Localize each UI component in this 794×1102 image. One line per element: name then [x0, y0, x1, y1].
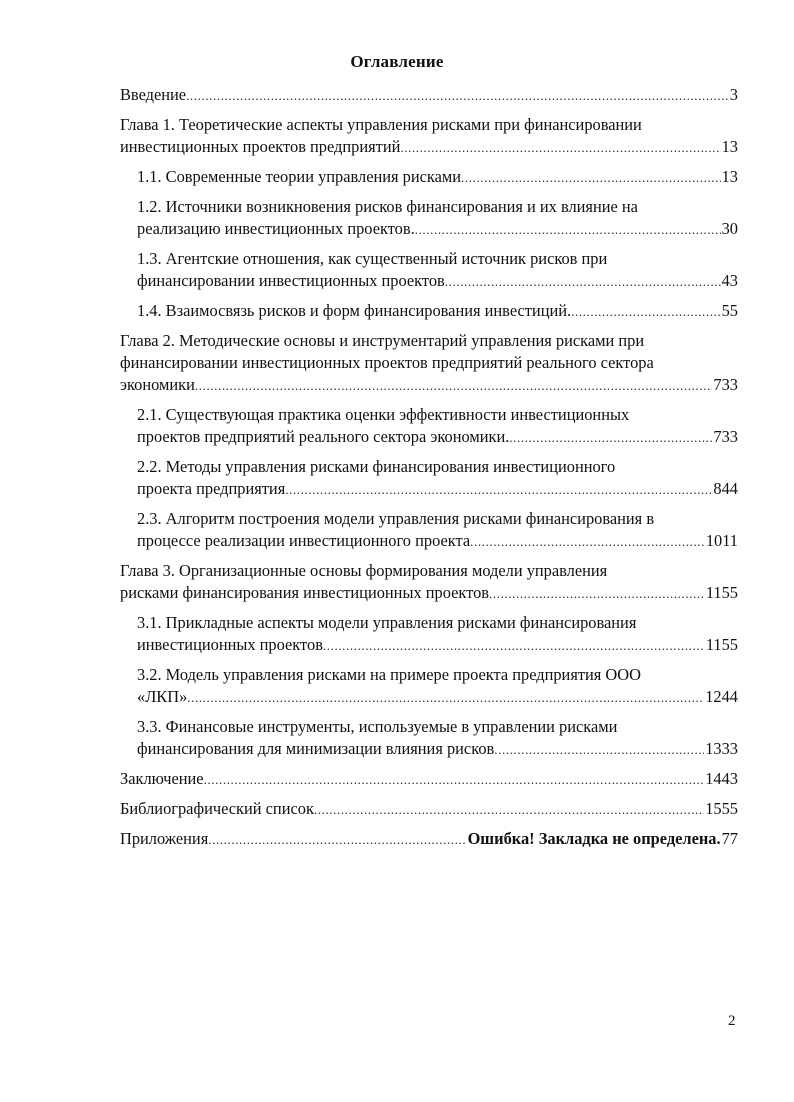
toc-entry-leader-line: [137, 686, 738, 709]
toc-chapter-entry[interactable]: [120, 84, 738, 107]
toc-entry-line: Глава 2. Методические основы и инструментарий управления рисками при: [120, 331, 645, 350]
dot-leader: [186, 85, 729, 107]
toc-entry-text: Заключение: [120, 769, 204, 788]
toc-entry-text: «ЛКП»: [137, 687, 188, 706]
toc-subsection-entry[interactable]: [120, 196, 738, 241]
toc-entry-leader-line: [137, 166, 738, 189]
toc-subsection-entry[interactable]: [120, 166, 738, 189]
toc-entry-line: 3.2. Модель управления рисками на примере проекта предприятия ООО: [137, 665, 641, 684]
toc-chapter-entry[interactable]: [120, 560, 738, 605]
toc-entry-leader-line: [120, 828, 738, 851]
toc-chapter-entry[interactable]: [120, 114, 738, 159]
toc-entry-text: 1.1. Современные теории управления рисками: [137, 167, 462, 186]
toc-entry-line: 2.1. Существующая практика оценки эффективности инвестиционных: [137, 405, 630, 424]
toc-chapter-entry[interactable]: [120, 798, 738, 821]
toc-entry-text: инвестиционных проектов: [137, 635, 323, 654]
toc-page-number: 55: [721, 301, 738, 320]
dot-leader: [400, 137, 720, 159]
toc-chapter-entry[interactable]: [120, 330, 738, 397]
dot-leader: [187, 687, 704, 709]
dot-leader: [494, 739, 704, 761]
toc-subsection-entry[interactable]: [120, 612, 738, 657]
toc-entry-line: Глава 3. Организационные основы формирования модели управления: [120, 561, 608, 580]
toc-entry-text: проектов предприятий реального сектора экономики.: [137, 427, 510, 446]
toc-page-number: 1155: [705, 583, 738, 602]
toc-subsection-entry[interactable]: [120, 456, 738, 501]
toc-entry-text: Библиографический список: [120, 799, 314, 818]
toc-entry-line: финансировании инвестиционных проектов предприятий реального сектора: [120, 353, 654, 372]
toc-page-number: 77: [721, 829, 738, 848]
toc-chapter-entry[interactable]: [120, 768, 738, 791]
toc-entry-leader-line: [120, 768, 738, 791]
toc-chapter-entry[interactable]: [120, 828, 738, 851]
table-of-contents: [120, 84, 738, 858]
dot-leader: [461, 167, 721, 189]
toc-entry-leader-line: [137, 530, 738, 553]
toc-entry-line: Глава 1. Теоретические аспекты управления рисками при финансировании: [120, 115, 642, 134]
toc-entry-line: 3.1. Прикладные аспекты модели управления рисками финансирования: [137, 613, 637, 632]
toc-entry-line: 3.3. Финансовые инструменты, используемые в управлении рисками: [137, 717, 618, 736]
toc-entry-leader-line: [137, 426, 738, 449]
toc-page-number: 1011: [705, 531, 738, 550]
toc-entry-text: процессе реализации инвестиционного проекта: [137, 531, 471, 550]
dot-leader: [208, 829, 466, 851]
toc-page-number: 30: [721, 219, 738, 238]
toc-page-number: 1333: [705, 739, 738, 758]
toc-subsection-entry[interactable]: [120, 404, 738, 449]
toc-entry-text: проекта предприятия: [137, 479, 286, 498]
dot-leader: [571, 301, 720, 323]
toc-subsection-entry[interactable]: [120, 716, 738, 761]
toc-page-number: 733: [713, 375, 738, 394]
toc-page-number: 13: [721, 167, 738, 186]
dot-leader: [314, 799, 704, 821]
page-title: Оглавление: [350, 52, 444, 71]
toc-entry-text: Приложения: [120, 829, 209, 848]
toc-entry-leader-line: [137, 270, 738, 293]
toc-entry-text: финансировании инвестиционных проектов: [137, 271, 445, 290]
bookmark-error-text: Ошибка! Закладка не определена.: [467, 829, 721, 848]
toc-page-number: 1555: [705, 799, 738, 818]
toc-entry-line: 2.2. Методы управления рисками финансирования инвестиционного: [137, 457, 616, 476]
dot-leader: [323, 635, 705, 657]
toc-entry-leader-line: [137, 478, 738, 501]
toc-entry-leader-line: [120, 374, 738, 397]
toc-subsection-entry[interactable]: [120, 300, 738, 323]
toc-page-number: 1244: [705, 687, 738, 706]
toc-subsection-entry[interactable]: [120, 508, 738, 553]
toc-entry-text: финансирования для минимизации влияния рисков: [137, 739, 495, 758]
toc-entry-text: реализацию инвестиционных проектов.: [137, 219, 415, 238]
dot-leader: [285, 479, 712, 501]
toc-entry-leader-line: [120, 136, 738, 159]
dot-leader: [195, 375, 713, 397]
toc-page-number: 1155: [705, 635, 738, 654]
dot-leader: [509, 427, 712, 449]
dot-leader: [204, 769, 705, 791]
page-number: 2: [728, 1013, 736, 1029]
toc-page-number: 1443: [705, 769, 738, 788]
toc-subsection-entry[interactable]: [120, 664, 738, 709]
toc-page-number: 844: [713, 479, 738, 498]
toc-entry-leader-line: [120, 798, 738, 821]
toc-entry-line: 2.3. Алгоритм построения модели управления рисками финансирования в: [137, 509, 655, 528]
toc-entry-text: экономики: [120, 375, 195, 394]
toc-page-number: 13: [721, 137, 738, 156]
toc-subsection-entry[interactable]: [120, 248, 738, 293]
toc-entry-leader-line: [137, 218, 738, 241]
toc-page-number: 733: [713, 427, 738, 446]
toc-entry-leader-line: [137, 634, 738, 657]
toc-entry-text: рисками финансирования инвестиционных проектов: [120, 583, 490, 602]
dot-leader: [415, 219, 721, 241]
toc-page-number: 3: [729, 85, 738, 104]
toc-entry-text: инвестиционных проектов предприятий: [120, 137, 401, 156]
toc-entry-line: 1.2. Источники возникновения рисков финансирования и их влияние на: [137, 197, 638, 216]
toc-entry-leader-line: [137, 300, 738, 323]
toc-page-number: 43: [721, 271, 738, 290]
toc-entry-line: 1.3. Агентские отношения, как существенный источник рисков при: [137, 249, 608, 268]
toc-entry-leader-line: [120, 582, 738, 605]
dot-leader: [445, 271, 721, 293]
dot-leader: [470, 531, 705, 553]
toc-entry-leader-line: [137, 738, 738, 761]
toc-entry-text: 1.4. Взаимосвязь рисков и форм финансирования инвестиций.: [137, 301, 572, 320]
toc-entry-leader-line: [120, 84, 738, 107]
dot-leader: [489, 583, 705, 605]
toc-entry-text: Введение: [120, 85, 187, 104]
